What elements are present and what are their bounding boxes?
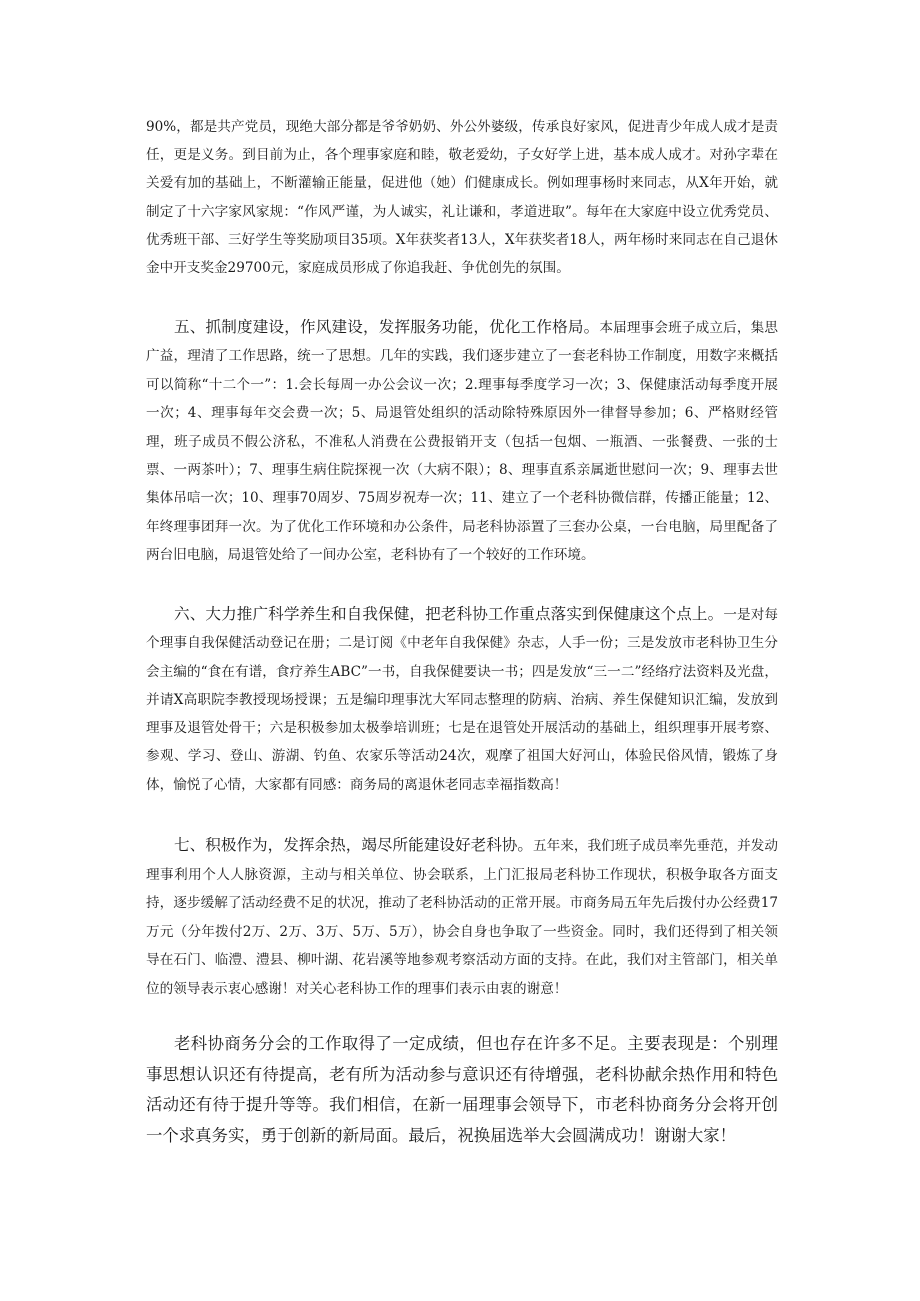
paragraph-body: 90%，都是共产党员，现绝大部分都是爷爷奶奶、外公外婆级，传承良好家风，促进青少年成人成才是责任，更是义务。到目前为止，各个理事家庭和睦，敬老爱幼，子女好学上进，基本成人成才。对孙字辈在关爱有加的基础上，不断灌输正能量，促进他（她）们健康成长。例如理事杨时来同志，从X年开始，就制定了十六字家风家规：“作风严谨，为人诚实，礼让谦和，孝道进取”。每年在大家庭中设立优秀党员、优秀班干部、三好学生等奖励项目35项。X年获奖者13人，X年获奖者18人，两年杨时来同志在自己退休金中开支奖金29700元，家庭成员形成了你追我赶、争优创先的氛围。 — [146, 119, 778, 277]
section-heading: 六、大力推广科学养生和自我保健，把老科协工作重点落实到保健康这个点上。 — [174, 605, 724, 623]
paragraph-section-seven — [146, 831, 778, 1003]
paragraph-body: 老科协商务分会的工作取得了一定成绩，但也存在许多不足。主要表现是：个别理事思想认识还有待提高，老有所为活动参与意识还有待增强，老科协献余热作用和特色活动还有待于提升等等。我们相信，在新一届理事会领导下，市老科协商务分会将开创一个求真务实，勇于创新的新局面。最后，祝换届选举大会圆满成功！谢谢大家！ — [146, 1034, 778, 1145]
paragraph-body: 一是对每个理事自我保健活动登记在册；二是订阅《中老年自我保健》杂志，人手一份；三是发放市老科协卫生分会主编的“食在有谱，食疗养生ABC”一书，自我保健要诀一书；四是发放“三一二”经络疗法资料及光盘，并请X高职院李教授现场授课；五是编印理事沈大军同志整理的防病、治病、养生保健知识汇编，发放到理事及退管处骨干；六是积极参加太极拳培训班；七是在退管处开展活动的基础上，组织理事开展考察、参观、学习、登山、游湖、钓鱼、农家乐等活动24次，观摩了祖国大好河山，体验民俗风情，锻炼了身体，愉悦了心情，大家都有同感：商务局的离退休老同志幸福指数高！ — [146, 607, 778, 793]
paragraph-section-five — [146, 313, 778, 570]
paragraph-conclusion — [146, 1029, 778, 1151]
paragraph-family-tradition — [146, 113, 778, 282]
paragraph-body: 五年来，我们班子成员率先垂范，并发动理事利用个人人脉资源，主动与相关单位、协会联系，上门汇报局老科协工作现状，积极争取各方面支持，逐步缓解了活动经费不足的状况，推动了老科协活动的正常开展。市商务局五年先后拨付办公经费17万元（分年拨付2万、2万、3万、5万、5万），协会自身也争取了一些资金。同时，我们还得到了相关领导在石门、临澧、澧县、柳叶湖、花岩溪等地参观考察活动方面的支持。在此，我们对主管部门，相关单位的领导表示衷心感谢！对关心老科协工作的理事们表示由衷的谢意！ — [146, 838, 778, 997]
paragraph-section-six — [146, 600, 778, 799]
section-heading: 七、积极作为，发挥余热，竭尽所能建设好老科协。 — [174, 836, 534, 854]
paragraph-body: 本届理事会班子成立后，集思广益，理清了工作思路，统一了思想。几年的实践，我们逐步建立了一套老科协工作制度，用数字来概括可以简称“十二个一”：1.会长每周一办公会议一次；2.理事每季度学习一次；3、保健康活动每季度开展一次；4、理事每年交会费一次；5、局退管处组织的活动除特殊原因外一律督导参加；6、严格财经管理，班子成员不假公济私，不准私人消费在公费报销开支（包括一包烟、一瓶酒、一张餐费、一张的士票、一两茶叶）；7、理事生病住院探视一次（大病不限）；8、理事直系亲属逝世慰问一次；9、理事去世集体吊唁一次；10、理事70周岁、75周岁祝寿一次；11、建立了一个老科协微信群，传播正能量；12、年终理事团拜一次。为了优化工作环境和办公条件，局老科协添置了三套办公桌，一台电脑，局里配备了两台旧电脑，局退管处给了一间办公室，老科协有了一个较好的工作环境。 — [146, 320, 778, 564]
section-heading: 五、抓制度建设，作风建设，发挥服务功能，优化工作格局。 — [174, 318, 600, 336]
